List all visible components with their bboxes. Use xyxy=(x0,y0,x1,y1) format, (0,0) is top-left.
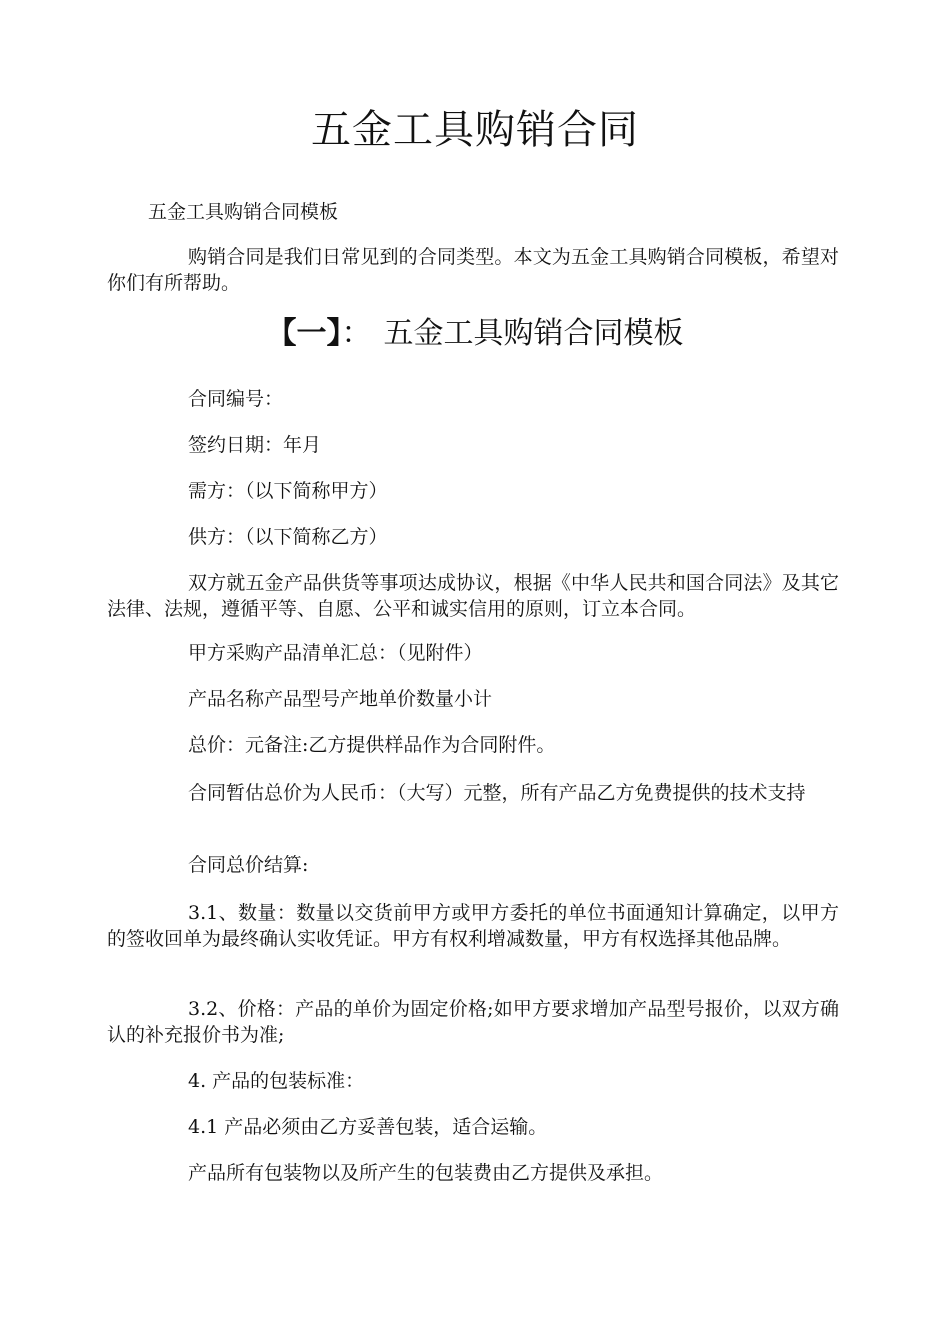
clause-3-1: 3.1、数量：数量以交货前甲方或甲方委托的单位书面通知计算确定，以甲方的签收回单为最终确认实收凭证。甲方有权利增减数量，甲方有权选择其他品牌。 xyxy=(107,902,839,950)
packaging-cost: 产品所有包装物以及所产生的包装费由乙方提供及承担。 xyxy=(188,1162,664,1184)
estimated-total: 合同暂估总价为人民币：（大写）元整，所有产品乙方免费提供的技术支持 xyxy=(188,782,806,804)
section-heading xyxy=(0,314,950,354)
settlement-heading: 合同总价结算: xyxy=(188,854,309,876)
section-colon: ： xyxy=(341,316,372,351)
signing-date: 签约日期：年月 xyxy=(188,434,322,456)
section-number: 【一】 xyxy=(266,316,342,351)
total-price-note: 总价：元备注:乙方提供样品作为合同附件。 xyxy=(188,734,556,756)
document-title: 五金工具购销合同 xyxy=(311,107,639,153)
document-subtitle: 五金工具购销合同模板 xyxy=(148,201,339,223)
product-list-summary: 甲方采购产品清单汇总：（见附件） xyxy=(188,642,483,664)
party-a: 需方：（以下简称甲方） xyxy=(188,480,388,502)
clause-4-heading: 4. 产品的包装标准： xyxy=(188,1070,365,1092)
product-columns: 产品名称产品型号产地单价数量小计 xyxy=(188,688,493,710)
party-b: 供方：（以下简称乙方） xyxy=(188,526,388,548)
section-title: 五金工具购销合同模板 xyxy=(383,316,684,351)
agreement-paragraph: 双方就五金产品供货等事项达成协议，根据《中华人民共和国合同法》及其它法律、法规，遵循平等、自愿、公平和诚实信用的原则，订立本合同。 xyxy=(107,572,839,620)
clause-4-1: 4.1 产品必须由乙方妥善包装，适合运输。 xyxy=(188,1116,548,1138)
clause-3-2: 3.2、价格：产品的单价为固定价格;如甲方要求增加产品型号报价，以双方确认的补充报价书为准; xyxy=(107,998,839,1046)
contract-number: 合同编号： xyxy=(188,388,284,410)
intro-paragraph: 购销合同是我们日常见到的合同类型。本文为五金工具购销合同模板，希望对你们有所帮助。 xyxy=(107,246,839,294)
